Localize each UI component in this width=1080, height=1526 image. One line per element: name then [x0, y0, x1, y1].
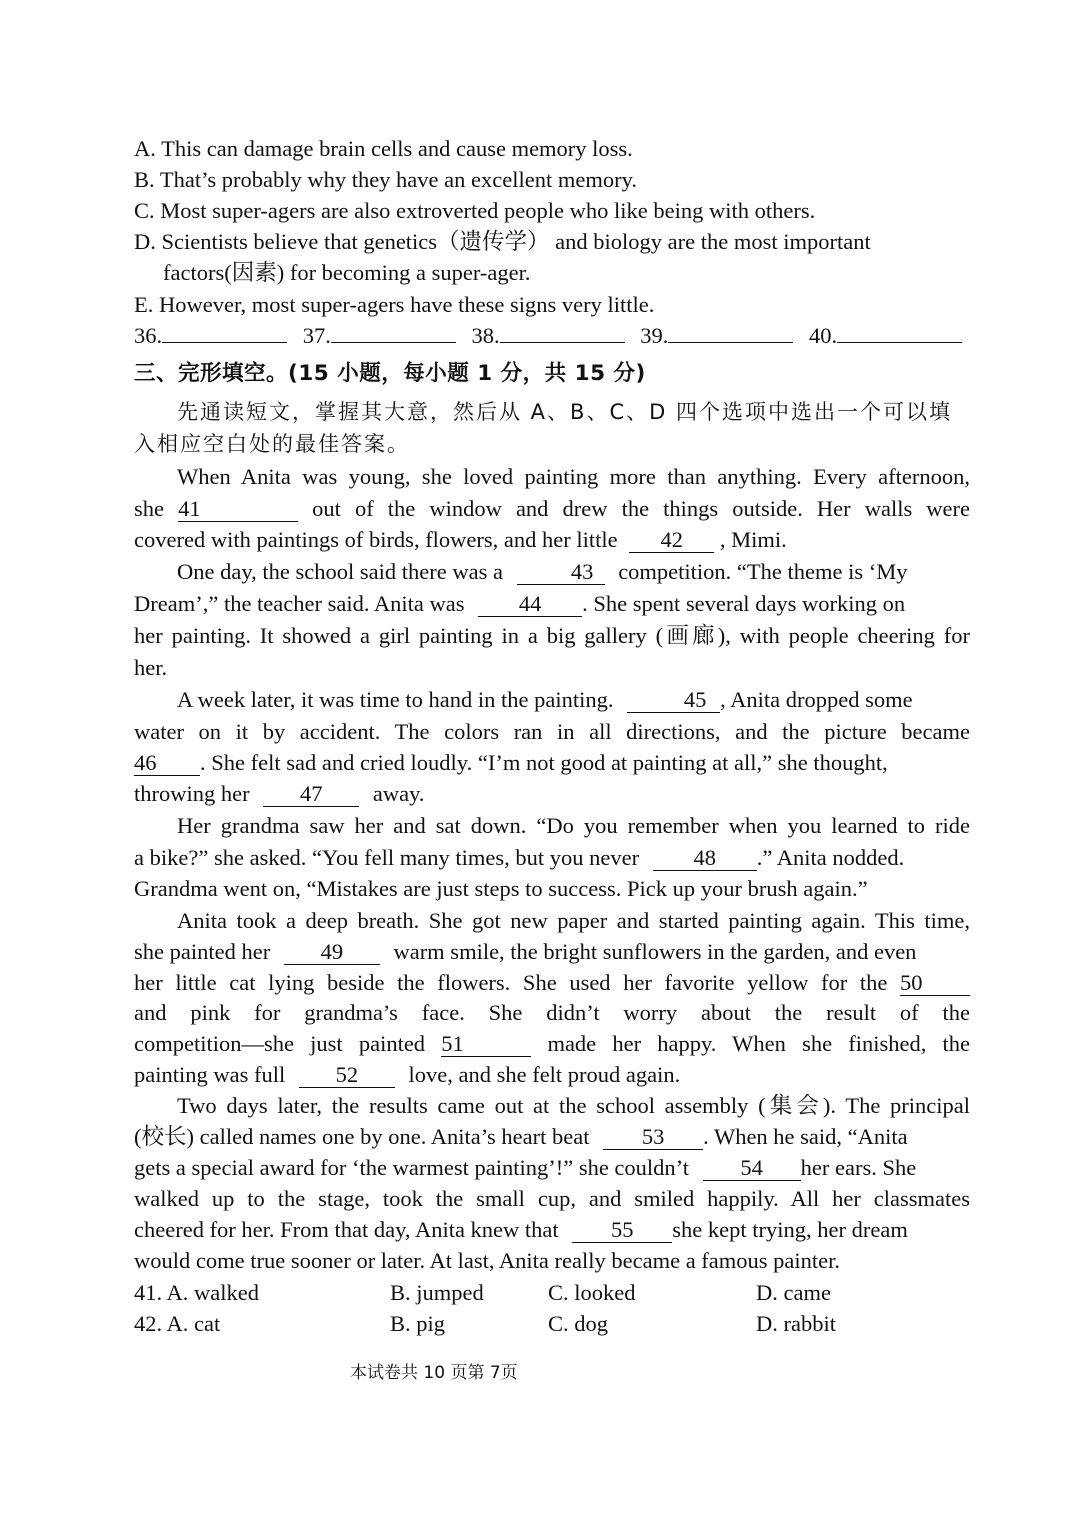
q42-option-a: 42. A. cat [134, 1311, 221, 1336]
text-span: a bike?” she asked. “You fell many times, but you never [134, 845, 640, 870]
blank-49[interactable]: 49 [284, 940, 380, 965]
passage-line: walked up to the stage, took the small cup, and smiled happily. All her classmates [134, 1186, 970, 1211]
passage-line [134, 1059, 970, 1090]
passage-line [134, 1152, 970, 1183]
passage-line [134, 1028, 970, 1059]
q41-option-b: B. jumped [390, 1280, 484, 1305]
text-span: . When he said, “Anita [703, 1124, 908, 1149]
passage-line [134, 493, 970, 524]
passage-line: would come true sooner or later. At last, Anita really became a famous painter. [134, 1248, 841, 1273]
text-span: A week later, it was time to hand in the painting. [177, 687, 614, 712]
text-span: . She felt sad and cried loudly. “I’m not good at painting at all,” she thought, [200, 750, 888, 775]
text-span: her ears. She [800, 1155, 917, 1180]
text-span: love, and she felt proud again. [408, 1062, 681, 1087]
passage-line [134, 936, 970, 967]
blank-46[interactable]: 46 [134, 751, 200, 776]
q42-option-b: B. pig [390, 1311, 446, 1336]
blank-51[interactable]: 51 [441, 1032, 531, 1057]
section-heading: 三、完形填空。(15 小题，每小题 1 分，共 15 分) [134, 361, 646, 386]
q41-option-a: 41. A. walked [134, 1280, 259, 1305]
page-footer: 本试卷共 10 页第 7页 [350, 1363, 518, 1383]
q42-option-d: D. rabbit [756, 1311, 836, 1336]
text-span: made her happy. When she finished, the [547, 1031, 971, 1056]
answer-row [134, 320, 970, 351]
passage-line [134, 524, 970, 555]
answer-blank-39[interactable] [668, 342, 793, 343]
text-span: (校长) called names one by one. Anita’s heart beat [134, 1124, 590, 1149]
answer-blank-37[interactable] [331, 342, 456, 343]
passage-line [134, 684, 970, 715]
text-span: cheered for her. From that day, Anita knew that [134, 1217, 559, 1242]
passage-line [134, 1121, 970, 1152]
passage-line [134, 588, 970, 619]
passage-line: Her grandma saw her and sat down. “Do you remember when you learned to ride [177, 813, 970, 838]
text-span: One day, the school said there was a [177, 559, 503, 584]
answer-blank-38[interactable] [500, 342, 625, 343]
answer-blank-36[interactable] [162, 342, 287, 343]
blank-55[interactable]: 55 [572, 1218, 672, 1243]
text-span: competition. “The theme is ‘My [618, 559, 908, 584]
blank-47[interactable]: 47 [263, 782, 359, 807]
passage-line [134, 747, 970, 778]
passage-line: Two days later, the results came out at the school assembly (集会). The principal [177, 1093, 970, 1118]
passage-line: her painting. It showed a girl painting in a big gallery (画廊), with people cheering for [134, 623, 970, 648]
text-span: away. [372, 781, 425, 806]
passage-line: Grandma went on, “Mistakes are just steps to success. Pick up your brush again.” [134, 876, 868, 901]
text-span: warm smile, the bright sunflowers in the garden, and even [393, 939, 917, 964]
text-span: she kept trying, her dream [672, 1217, 908, 1242]
text-span: out of the window and drew the things outside. Her walls were [312, 496, 971, 521]
instruction-line1: 先通读短文，掌握其大意，然后从 A、B、C、D 四个选项中选出一个可以填 [177, 400, 952, 424]
option-d-line1: D. Scientists believe that genetics（遗传学） and biology are the most important [134, 229, 871, 254]
answer-label-38: 38. [471, 323, 500, 348]
blank-50[interactable]: 50 [900, 971, 970, 996]
text-span: she painted her [134, 939, 271, 964]
option-a: A. This can damage brain cells and cause memory loss. [134, 136, 633, 161]
text-span: .” Anita nodded. [756, 845, 905, 870]
passage-line [134, 967, 970, 998]
blank-42[interactable]: 42 [629, 528, 714, 553]
text-span: Dream’,” the teacher said. Anita was [134, 591, 465, 616]
text-span: she [134, 496, 164, 521]
option-e: E. However, most super-agers have these signs very little. [134, 292, 655, 317]
passage-line [134, 1214, 970, 1245]
blank-48[interactable]: 48 [653, 846, 757, 871]
passage-line [134, 778, 970, 809]
blank-53[interactable]: 53 [603, 1125, 703, 1150]
q41-option-d: D. came [756, 1280, 831, 1305]
passage-line: Anita took a deep breath. She got new paper and started painting again. This time, [177, 908, 970, 933]
passage-line: water on it by accident. The colors ran in all directions, and the picture became [134, 719, 970, 744]
text-span: competition—she just painted [134, 1031, 426, 1056]
blank-44[interactable]: 44 [478, 592, 582, 617]
passage-line [134, 556, 970, 587]
instruction-line2: 入相应空白处的最佳答案。 [134, 432, 410, 456]
blank-54[interactable]: 54 [703, 1156, 801, 1181]
text-span: painting was full [134, 1062, 286, 1087]
answer-label-36: 36. [134, 323, 163, 348]
answer-label-39: 39. [640, 323, 669, 348]
passage-line: When Anita was young, she loved painting more than anything. Every afternoon, [177, 464, 970, 489]
text-span: , Mimi. [719, 527, 787, 552]
answer-blank-40[interactable] [837, 342, 962, 343]
answer-label-37: 37. [302, 323, 331, 348]
option-d-line2: factors(因素) for becoming a super-ager. [163, 260, 531, 285]
text-span: , Anita dropped some [720, 687, 913, 712]
blank-41[interactable]: 41 [178, 497, 298, 522]
text-span: throwing her [134, 781, 250, 806]
blank-52[interactable]: 52 [299, 1063, 395, 1088]
text-span: covered with paintings of birds, flowers, and her little [134, 527, 618, 552]
text-span: gets a special award for ‘the warmest painting’!” she couldn’t [134, 1155, 690, 1180]
answer-label-40: 40. [809, 323, 838, 348]
blank-45[interactable]: 45 [627, 688, 720, 713]
q41-option-c: C. looked [548, 1280, 636, 1305]
text-span: . She spent several days working on [582, 591, 906, 616]
passage-line: her. [134, 655, 168, 680]
passage-line: and pink for grandma’s face. She didn’t worry about the result of the [134, 1000, 970, 1025]
option-c: C. Most super-agers are also extroverted people who like being with others. [134, 198, 816, 223]
option-b: B. That’s probably why they have an excellent memory. [134, 167, 637, 192]
passage-line [134, 842, 970, 873]
text-span: her little cat lying beside the flowers. She used her favorite yellow for the [134, 970, 888, 995]
blank-43[interactable]: 43 [517, 560, 605, 585]
q42-option-c: C. dog [548, 1311, 609, 1336]
